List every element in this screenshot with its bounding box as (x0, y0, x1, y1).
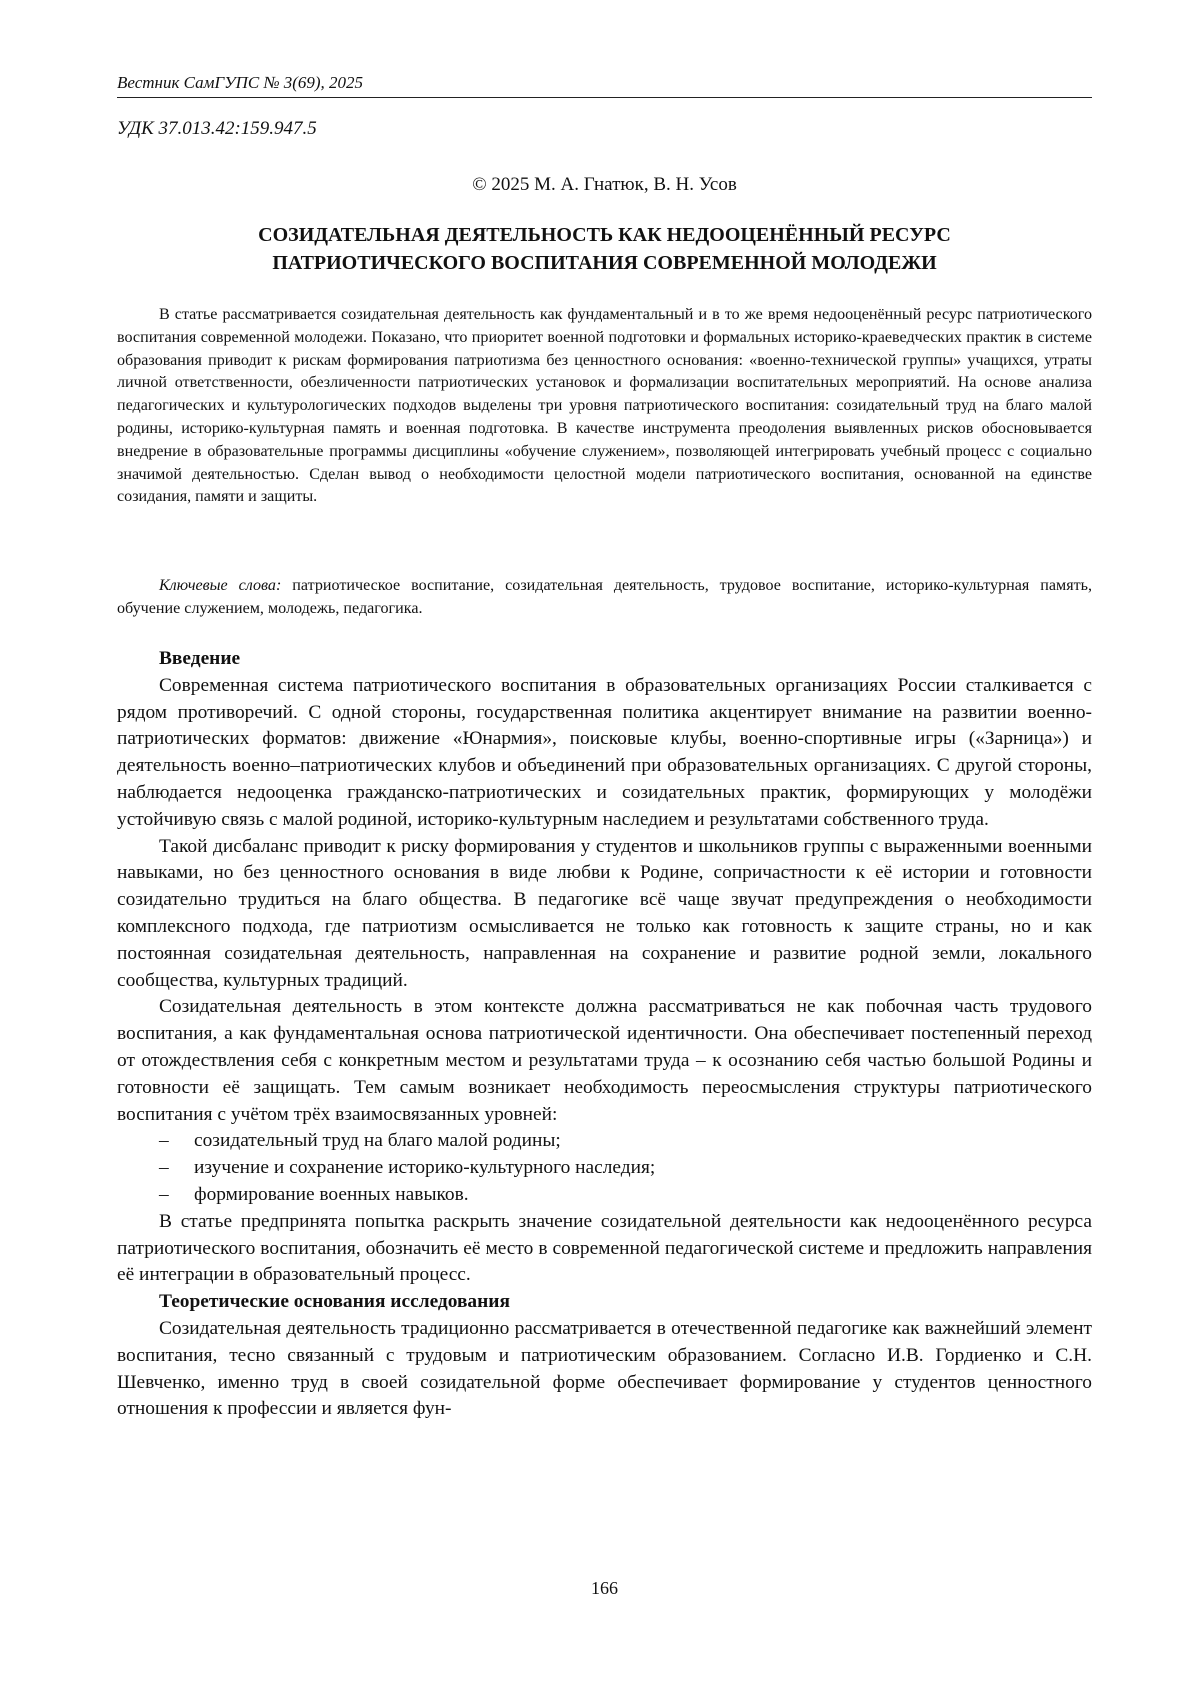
udk-code: УДК 37.013.42:159.947.5 (117, 118, 317, 139)
header-rule (117, 97, 1092, 98)
article-body (117, 646, 1092, 1423)
section-heading-theory: Теоретические основания исследования (159, 1291, 510, 1313)
title-line-1: СОЗИДАТЕЛЬНАЯ ДЕЯТЕЛЬНОСТЬ КАК НЕДООЦЕНЁННЫЙ РЕСУРС (258, 224, 951, 246)
list-dash: – (159, 1183, 169, 1205)
section-heading-introduction: Введение (159, 648, 241, 669)
paragraph: Созидательная деятельность в этом контексте должна рассматриваться не как побочная часть трудового воспитания, а как фундаментальная основа патриотической идентичности. Она обеспечивает постепенный переход от отождествления себя с конкретным местом и результатами труда – к осознанию себя частью большой Родины и готовности её защищать. Тем самым возникает необходимость переосмысления структуры патриотического воспитания с учётом трёх взаимосвязанных уровней: (117, 996, 1092, 1125)
list-item-text: изучение и сохранение историко-культурного наследия; (194, 1157, 656, 1179)
list-item-text: созидательный труд на благо малой родины; (194, 1130, 561, 1152)
list-item (117, 1182, 1092, 1209)
paragraph: Такой дисбаланс приводит к риску формирования у студентов и школьников группы с выраженными военными навыками, но без ценностного основания в виде любви к Родине, сопричастности к её истории и готовности созидательно трудиться на благо общества. В педагогике всё чаще звучат предупреждения о необходимости комплексного подхода, где патриотизм осмысливается не только как готовность к защите страны, но и как постоянная созидательная деятельность, направленная на сохранение и развитие родной земли, локального сообщества, культурных традиций. (117, 835, 1092, 991)
keywords-text: патриотическое воспитание, созидательная деятельность, трудовое воспитание, историко-культурная память, обучение служением, молодежь, педагогика. (117, 577, 1092, 617)
keywords (117, 575, 1092, 621)
list-dash: – (159, 1157, 169, 1179)
paragraph: Современная система патриотического воспитания в образовательных организациях России сталкивается с рядом противоречий. С одной стороны, государственная политика акцентирует внимание на развитии военно-патриотических форматов: движение «Юнармия», поисковые клубы, военно-спортивные игры («Зарница») и деятельность военно–патриотических клубов и объединений при образовательных организациях. С другой стороны, наблюдается недооценка гражданско-патриотических и созидательных практик, формирующих у молодёжи устойчивую связь с малой родиной, историко-культурным наследием и результатами собственного труда. (117, 674, 1092, 830)
authors-line: © 2025 М. А. Гнатюк, В. Н. Усов (472, 174, 737, 195)
list-item-text: формирование военных навыков. (194, 1183, 469, 1205)
abstract: В статье рассматривается созидательная деятельность как фундаментальный и в то же время недооценённый ресурс патриотического воспитания современной молодежи. Показано, что приоритет военной подготовки и формальных историко-краеведческих практик в системе образования приводит к рискам формирования патриотизма без ценностного основания: «военно-технической группы» учащихся, утраты личной ответственности, обезличенности патриотических установок и формализации воспитательных мероприятий. На основе анализа педагогических и культурологических подходов выделены три уровня патриотического воспитания: созидательный труд на благо малой родины, историко-культурная память и военная подготовка. В качестве инструмента преодоления выявленных рисков обосновывается внедрение в образовательные программы дисциплины «обучение служением», позволяющей интегрировать учебный процесс с социально значимой деятельностью. Сделан вывод о необходимости целостной модели патриотического воспитания, основанной на единстве созидания, памяти и защиты. (117, 306, 1092, 506)
keywords-label: Ключевые слова: (159, 577, 282, 594)
list-dash: – (159, 1130, 169, 1152)
running-header: Вестник СамГУПС № 3(69), 2025 (117, 73, 364, 92)
list-item (117, 1155, 1092, 1182)
paragraph: В статье предпринята попытка раскрыть значение созидательной деятельности как недооценённого ресурса патриотического воспитания, обозначить её место в современной педагогической системе и предложить направления её интеграции в образовательный процесс. (117, 1210, 1092, 1286)
title-line-2: ПАТРИОТИЧЕСКОГО ВОСПИТАНИЯ СОВРЕМЕННОЙ МОЛОДЕЖИ (272, 252, 937, 274)
list-item (117, 1128, 1092, 1155)
page-number: 166 (591, 1578, 618, 1598)
paragraph: Созидательная деятельность традиционно рассматривается в отечественной педагогике как важнейший элемент воспитания, тесно связанный с трудовым и патриотическим образованием. Согласно И.В. Гордиенко и С.Н. Шевченко, именно труд в своей созидательной форме обеспечивает формирование у студентов ценностного отношения к профессии и является фун- (117, 1317, 1092, 1420)
article-title (117, 221, 1092, 277)
levels-list (117, 1128, 1092, 1208)
